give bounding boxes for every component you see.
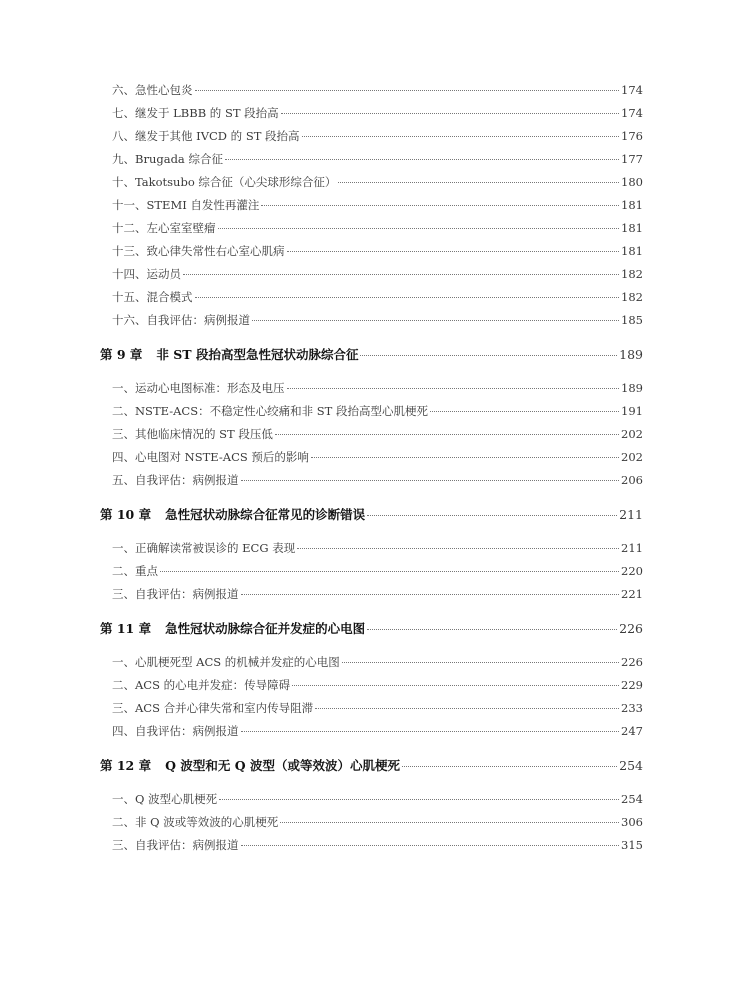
toc-entry-page-number: 176: [621, 129, 643, 143]
chapter-heading[interactable]: [100, 343, 643, 366]
dot-leader: [261, 205, 619, 206]
dot-leader: [342, 662, 619, 663]
toc-entry-title: 九、Brugada 综合征: [112, 152, 223, 166]
dot-leader: [367, 629, 617, 630]
dot-leader: [195, 297, 620, 298]
toc-entry-title: 三、自我评估：病例报道: [112, 838, 239, 852]
chapter-heading[interactable]: [100, 754, 643, 777]
toc-entry-title: 十、Takotsubo 综合征（心尖球形综合征）: [112, 175, 337, 189]
toc-entry[interactable]: [100, 674, 643, 697]
dot-leader: [241, 594, 620, 595]
chapter-title: [100, 343, 358, 366]
toc-entry[interactable]: [100, 651, 643, 674]
toc-entry[interactable]: [100, 309, 643, 332]
toc-entry-page-number: 202: [621, 450, 643, 464]
toc-entry-title: 八、继发于其他 IVCD 的 ST 段抬高: [112, 129, 300, 143]
dot-leader: [160, 571, 619, 572]
toc-entry-title: 五、自我评估：病例报道: [112, 473, 239, 487]
dot-leader: [297, 548, 619, 549]
toc-entry-page-number: 202: [621, 427, 643, 441]
toc-entry-page-number: 229: [621, 678, 643, 692]
toc-entry[interactable]: [100, 583, 643, 606]
chapter-title: [100, 617, 365, 640]
dot-leader: [367, 515, 617, 516]
toc-entry-page-number: 226: [621, 655, 643, 669]
toc-entry[interactable]: [100, 537, 643, 560]
toc-entry[interactable]: [100, 788, 643, 811]
toc-entry[interactable]: [100, 286, 643, 309]
dot-leader: [241, 480, 620, 481]
toc-entry[interactable]: [100, 194, 643, 217]
toc-entry-page-number: 254: [621, 792, 643, 806]
toc-entry[interactable]: [100, 102, 643, 125]
toc-entry[interactable]: [100, 720, 643, 743]
toc-entry[interactable]: [100, 125, 643, 148]
chapter-page-number: 211: [619, 507, 643, 522]
dot-leader: [287, 251, 620, 252]
toc-entry[interactable]: [100, 263, 643, 286]
toc-entry-page-number: 189: [621, 381, 643, 395]
toc-entry-title: 六、急性心包炎: [112, 83, 193, 97]
toc-entry-page-number: 221: [621, 587, 643, 601]
chapter-title: [100, 503, 365, 526]
toc-entry-page-number: 182: [621, 290, 643, 304]
chapter-heading[interactable]: [100, 617, 643, 640]
toc-entry-page-number: 247: [621, 724, 643, 738]
chapter-page-number: 254: [619, 758, 643, 773]
toc-entry[interactable]: [100, 469, 643, 492]
dot-leader: [252, 320, 619, 321]
toc-entry-title: 四、自我评估：病例报道: [112, 724, 239, 738]
toc-entry-page-number: 177: [621, 152, 643, 166]
toc-entry-title: 十六、自我评估：病例报道: [112, 313, 250, 327]
toc-entry-page-number: 181: [621, 244, 643, 258]
chapter-title-text: 非 ST 段抬高型急性冠状动脉综合征: [156, 347, 359, 362]
chapter-title-text: Q 波型和无 Q 波型（或等效波）心肌梗死: [165, 758, 400, 773]
toc-entry-title: 十五、混合模式: [112, 290, 193, 304]
toc-entry-title: 十二、左心室室壁瘤: [112, 221, 216, 235]
dot-leader: [241, 845, 620, 846]
chapter-title: [100, 754, 400, 777]
toc-entry-title: 十四、运动员: [112, 267, 181, 281]
toc-entry-title: 十三、致心律失常性右心室心肌病: [112, 244, 285, 258]
toc-entry-title: 二、ACS 的心电并发症：传导障碍: [112, 678, 291, 692]
dot-leader: [280, 822, 619, 823]
chapter-heading[interactable]: [100, 503, 643, 526]
toc-entry[interactable]: [100, 811, 643, 834]
toc-entry[interactable]: [100, 400, 643, 423]
toc-entry-page-number: 206: [621, 473, 643, 487]
toc-entry-page-number: 185: [621, 313, 643, 327]
dot-leader: [302, 136, 620, 137]
dot-leader: [275, 434, 619, 435]
toc-entry-page-number: 182: [621, 267, 643, 281]
toc-entry[interactable]: [100, 446, 643, 469]
dot-leader: [360, 355, 617, 356]
toc-entry[interactable]: [100, 217, 643, 240]
dot-leader: [225, 159, 619, 160]
toc-entry[interactable]: [100, 834, 643, 857]
toc-entry-title: 四、心电图对 NSTE-ACS 预后的影响: [112, 450, 309, 464]
chapter-number: 第 11 章: [100, 621, 152, 636]
chapter-page-number: 226: [619, 621, 643, 636]
toc-entry-title: 三、其他临床情况的 ST 段压低: [112, 427, 273, 441]
toc-entry-page-number: 181: [621, 198, 643, 212]
chapter-title-text: 急性冠状动脉综合征常见的诊断错误: [165, 507, 366, 522]
toc-entry-page-number: 220: [621, 564, 643, 578]
dot-leader: [183, 274, 619, 275]
dot-leader: [241, 731, 620, 732]
toc-entry-title: 一、Q 波型心肌梗死: [112, 792, 218, 806]
toc-entry-title: 七、继发于 LBBB 的 ST 段抬高: [112, 106, 279, 120]
chapter-number: 第 9 章: [100, 347, 143, 362]
toc-entry[interactable]: [100, 697, 643, 720]
toc-entry-page-number: 211: [621, 541, 643, 555]
toc-entry-page-number: 180: [621, 175, 643, 189]
dot-leader: [430, 411, 619, 412]
toc-entry-page-number: 174: [621, 106, 643, 120]
chapter-title-text: 急性冠状动脉综合征并发症的心电图: [165, 621, 366, 636]
dot-leader: [402, 766, 617, 767]
toc-entry[interactable]: [100, 171, 643, 194]
toc-entry[interactable]: [100, 240, 643, 263]
dot-leader: [281, 113, 619, 114]
toc-entry-page-number: 306: [621, 815, 643, 829]
toc-entry-title: 一、正确解读常被误诊的 ECG 表现: [112, 541, 296, 555]
toc-entry[interactable]: [100, 148, 643, 171]
chapter-number: 第 10 章: [100, 507, 152, 522]
toc-entry-page-number: 233: [621, 701, 643, 715]
toc-entry[interactable]: [100, 423, 643, 446]
toc-entry-title: 一、运动心电图标准：形态及电压: [112, 381, 285, 395]
toc-entry-title: 二、非 Q 波或等效波的心肌梗死: [112, 815, 279, 829]
toc-entry-title: 二、NSTE-ACS：不稳定性心绞痛和非 ST 段抬高型心肌梗死: [112, 404, 428, 418]
toc-entry-title: 三、ACS 合并心律失常和室内传导阻滞: [112, 701, 314, 715]
dot-leader: [219, 799, 619, 800]
toc-entry-page-number: 315: [621, 838, 643, 852]
toc-entry-page-number: 174: [621, 83, 643, 97]
toc-entry[interactable]: [100, 377, 643, 400]
dot-leader: [292, 685, 619, 686]
dot-leader: [338, 182, 619, 183]
toc-entry-page-number: 191: [621, 404, 643, 418]
toc-entry-title: 二、重点: [112, 564, 158, 578]
dot-leader: [287, 388, 620, 389]
toc-entry-page-number: 181: [621, 221, 643, 235]
dot-leader: [315, 708, 619, 709]
chapter-page-number: 189: [619, 347, 643, 362]
dot-leader: [195, 90, 620, 91]
toc-entry-title: 十一、STEMI 自发性再灌注: [112, 198, 260, 212]
toc-entry[interactable]: [100, 79, 643, 102]
dot-leader: [311, 457, 619, 458]
table-of-contents: [100, 79, 643, 857]
dot-leader: [218, 228, 620, 229]
chapter-number: 第 12 章: [100, 758, 152, 773]
toc-entry-title: 一、心肌梗死型 ACS 的机械并发症的心电图: [112, 655, 340, 669]
toc-entry-title: 三、自我评估：病例报道: [112, 587, 239, 601]
toc-entry[interactable]: [100, 560, 643, 583]
